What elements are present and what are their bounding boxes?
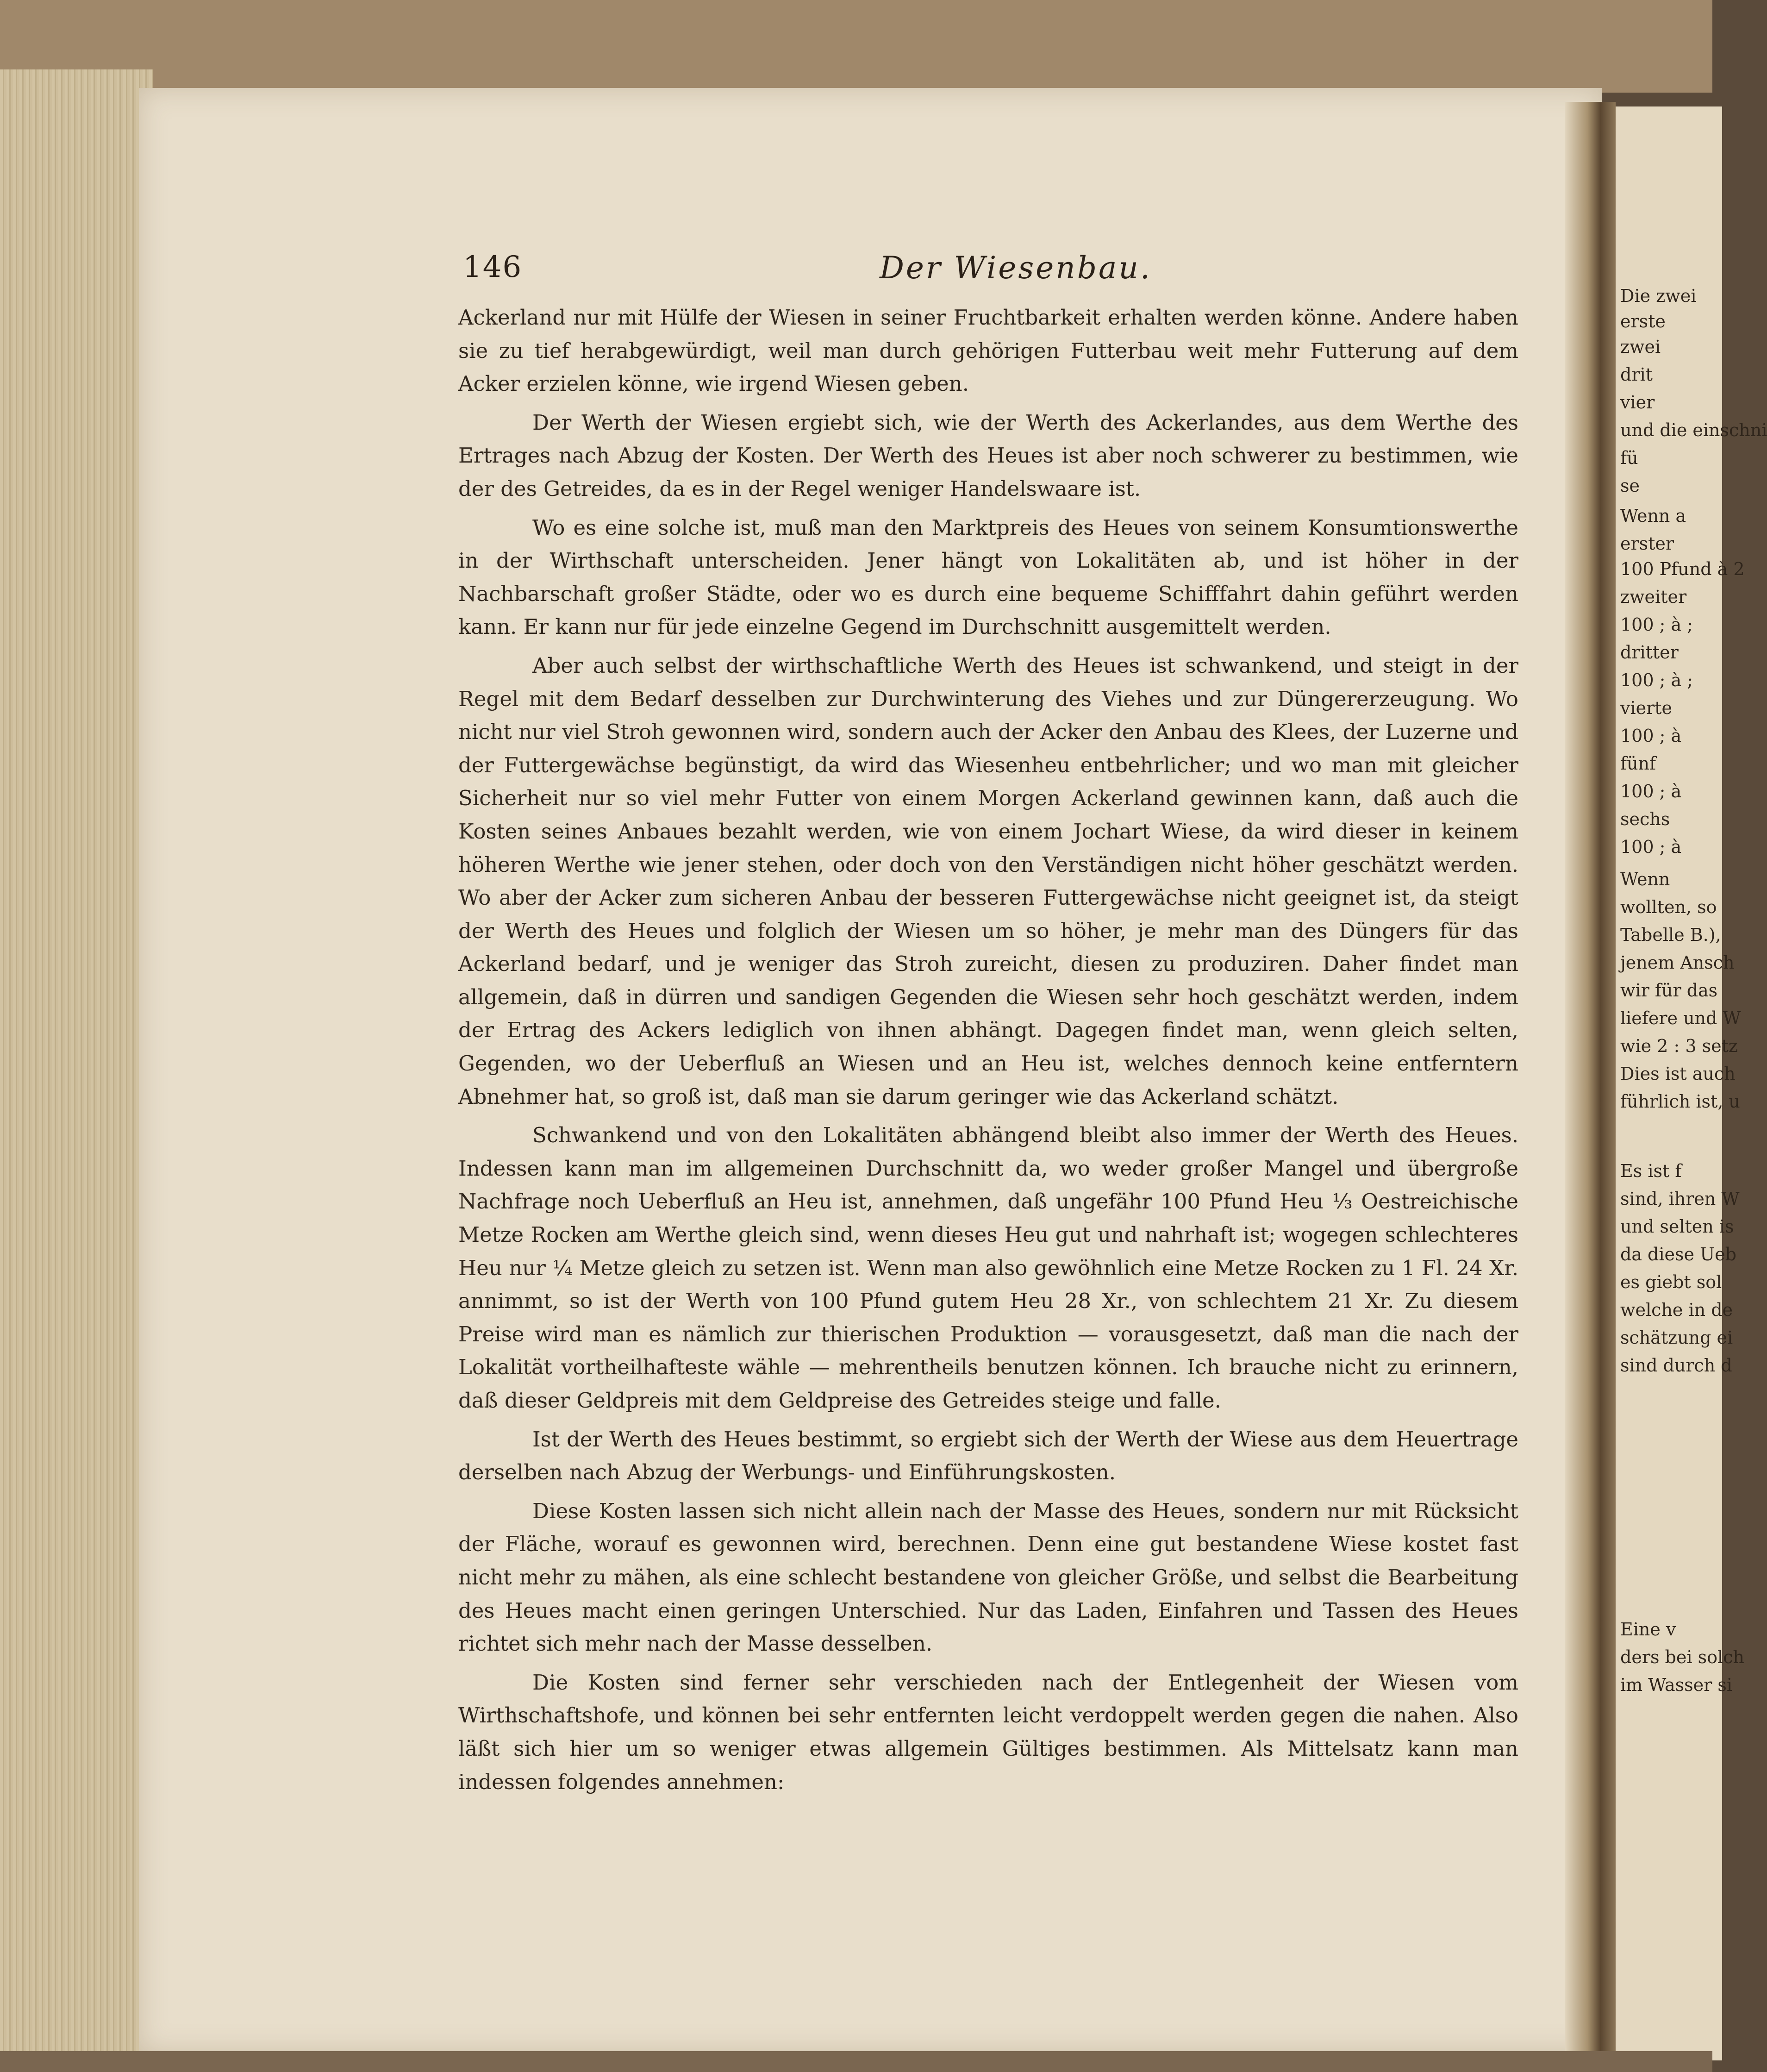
facing-line: 100 ; à (1620, 837, 1682, 857)
paragraph: Schwankend und von den Lokalitäten abhängend bleibt also immer der Werth des Heues. Indessen kann man im allgemeinen Durchschnitt da, wo weder großer Mangel und übergroße Nachfrage noch Ueberfluß an Heu ist, annehmen, daß ungefähr 100 Pfund Heu ⅓ Oestreichische Metze Rocken am Werthe gleich sind, wenn dieses Heu gut und nahrhaft ist; wogegen schlechteres Heu nur ¼ Metze gleich zu setzen ist. Wenn man also gewöhnlich eine Metze Rocken zu 1 Fl. 24 Xr. annimmt, so ist der Werth von 100 Pfund gutem Heu 28 Xr., von schlechtem 21 Xr. Zu diesem Preise wird man es nämlich zur thierischen Produktion — vorausgesetzt, daß man die nach der Lokalität vortheilhafteste wähle — mehrentheils benutzen können. Ich brauche nicht zu erinnern, daß dieser Geldpreis mit dem Geldpreise des Getreides steige und falle. (458, 1123, 1518, 1413)
paragraph: Ist der Werth des Heues bestimmt, so ergiebt sich der Werth der Wiese aus dem Heuertrage derselben nach Abzug der Werbungs- und Einführungskosten. (458, 1427, 1518, 1485)
facing-line: 100 Pfund à 2 (1620, 559, 1745, 579)
facing-line: und die einschni (1620, 420, 1767, 440)
facing-line: liefere und W (1620, 1008, 1741, 1028)
facing-line: wie 2 : 3 setz (1620, 1036, 1738, 1056)
paragraph: Diese Kosten lassen sich nicht allein nach der Masse des Heues, sondern nur mit Rücksicht der Fläche, worauf es gewonnen wird, berechnen. Denn eine gut bestandene Wiese kostet fast nicht mehr zu mähen, als eine schlecht bestandene von gleicher Größe, und selbst die Bearbeitung des Heues macht einen geringen Unterschied. Nur das Laden, Einfahren und Tassen des Heues richtet sich mehr nach der Masse desselben. (458, 1498, 1518, 1656)
page-number: 146 (463, 250, 523, 284)
facing-line: erster (1620, 533, 1674, 554)
facing-line: erste (1620, 311, 1666, 332)
running-title: Der Wiesenbau. (880, 250, 1152, 286)
facing-line: es giebt sol (1620, 1272, 1722, 1292)
paragraph: Aber auch selbst der wirthschaftliche Werth des Heues ist schwankend, und steigt in der Regel mit dem Bedarf desselben zur Durchwinterung des Viehes und zur Düngererzeugung. Wo nicht nur viel Stroh gewonnen wird, sondern auch der Acker den Anbau des Klees, der Luzerne und der Futtergewächse begünstigt, da wird das Wiesenheu entbehrlicher; und wo man mit gleicher Sicherheit nur so viel mehr Futter von einem Morgen Ackerland gewinnen kann, daß auch die Kosten seines Anbaues bezahlt werden, wie von einem Jochart Wiese, da wird dieser in keinem höheren Werthe wie jener stehen, oder doch von den Verständigen nicht höher geschätzt werden. Wo aber der Acker zum sicheren Anbau der besseren Futtergewächse nicht geeignet ist, da steigt der Werth des Heues und folglich der Wiesen um so höher, je mehr man des Düngers für das Ackerland bedarf, und je weniger das Stroh zureicht, diesen zu produziren. Daher findet man allgemein, daß in dürren und sandigen Gegenden die Wiesen sehr hoch geschätzt werden, indem der Ertrag des Ackers lediglich von ihnen abhängt. Dagegen findet man, wenn gleich selten, Gegenden, wo der Ueberfluß an Wiesen und an Heu ist, welches dennoch keine entferntern Abnehmer hat, so groß ist, daß man sie darum geringer wie das Ackerland schätzt. (458, 653, 1518, 1109)
facing-line: im Wasser si (1620, 1675, 1733, 1695)
facing-line: zwei (1620, 337, 1661, 357)
book-bottom-edge (0, 2051, 1712, 2072)
facing-line: sind durch d (1620, 1355, 1732, 1376)
facing-line: führlich ist, u (1620, 1091, 1740, 1112)
facing-line: sind, ihren W (1620, 1189, 1740, 1209)
paragraph: Die Kosten sind ferner sehr verschieden nach der Entlegenheit der Wiesen vom Wirthschaftshofe, und können bei sehr entfernten leicht verdoppelt werden gegen die nahen. Also läßt sich hier um so weniger etwas allgemein Gültiges bestimmen. Als Mittelsatz kann man indessen folgendes annehmen: (458, 1670, 1518, 1794)
facing-line: welche in de (1620, 1300, 1733, 1320)
facing-line: sechs (1620, 809, 1670, 829)
facing-line: se (1620, 476, 1640, 496)
body-text (458, 301, 1518, 1798)
facing-line: zweiter (1620, 587, 1687, 607)
facing-line: wollten, so (1620, 897, 1717, 917)
facing-line: und selten is (1620, 1216, 1734, 1237)
facing-line: vierte (1620, 698, 1673, 718)
facing-line: 100 ; à (1620, 781, 1682, 801)
facing-line: drit (1620, 364, 1653, 385)
facing-line: fü (1620, 448, 1638, 468)
paragraph: Wo es eine solche ist, muß man den Marktpreis des Heues von seinem Konsumtionswerthe in der Wirthschaft unterscheiden. Jener hängt von Lokalitäten ab, und ist höher in der Nachbarschaft großer Städte, oder wo es durch eine bequeme Schifffahrt dahin geführt werden kann. Er kann nur für jede einzelne Gegend im Durchschnitt ausgemittelt werden. (458, 515, 1518, 639)
facing-line: Es ist f (1620, 1161, 1682, 1181)
facing-line: Wenn a (1620, 506, 1686, 526)
paragraph: Ackerland nur mit Hülfe der Wiesen in seiner Fruchtbarkeit erhalten werden könne. Andere haben sie zu tief herabgewürdigt, weil man durch gehörigen Futterbau weit mehr Futterung auf dem Acker erzielen könne, wie irgend Wiesen geben. (458, 305, 1518, 396)
facing-page-text (1620, 286, 1767, 1722)
facing-line: Tabelle B.), (1620, 925, 1721, 945)
facing-line: 100 ; à ; (1620, 670, 1693, 690)
facing-line: 100 ; à (1620, 726, 1682, 746)
facing-line: Die zwei (1620, 286, 1697, 306)
page-header (463, 250, 1528, 292)
facing-line: Eine v (1620, 1619, 1676, 1640)
page-stack-edge (0, 69, 153, 2060)
book-top-edge (0, 0, 1712, 93)
facing-line: fünf (1620, 753, 1656, 774)
facing-line: schätzung ei (1620, 1327, 1733, 1348)
facing-line: wir für das (1620, 980, 1718, 1001)
facing-line: dritter (1620, 642, 1679, 663)
facing-line: jenem Ansch (1620, 952, 1735, 973)
facing-line: 100 ; à ; (1620, 614, 1693, 635)
facing-line: Dies ist auch (1620, 1064, 1736, 1084)
book-gutter (1565, 102, 1616, 2060)
facing-line: ders bei solch (1620, 1647, 1744, 1667)
facing-line: da diese Ueb (1620, 1244, 1736, 1264)
facing-line: Wenn (1620, 869, 1670, 889)
facing-line: vier (1620, 392, 1655, 413)
paragraph: Der Werth der Wiesen ergiebt sich, wie der Werth des Ackerlandes, aus dem Werthe des Ertrages nach Abzug der Kosten. Der Werth des Heues ist aber noch schwerer zu bestimmen, wie der des Getreides, da es in der Regel weniger Handelswaare ist. (458, 410, 1518, 501)
